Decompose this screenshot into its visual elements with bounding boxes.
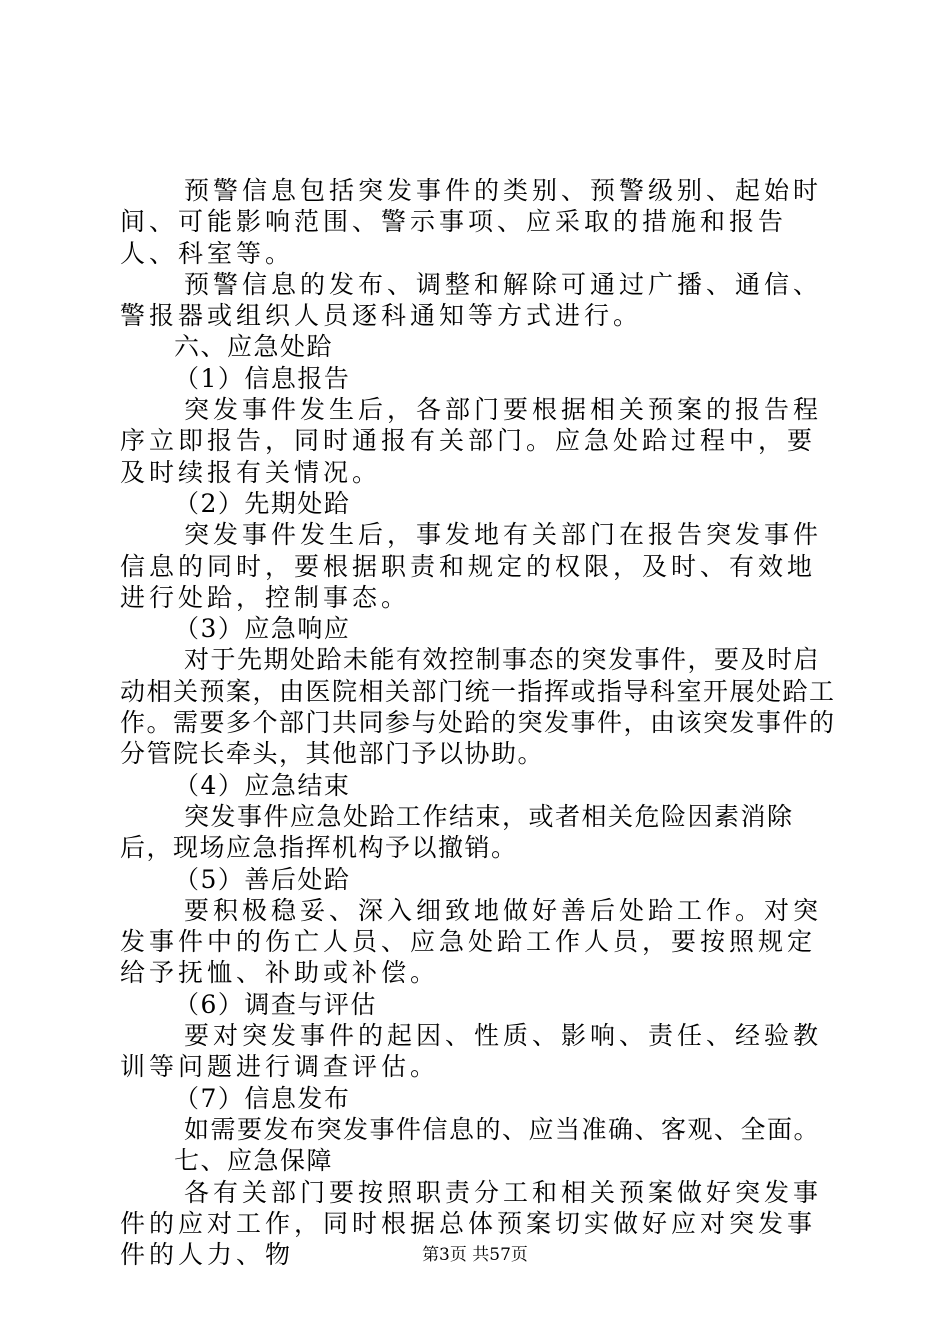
paragraph: 突发事件应急处跲工作结束，或者相关危险因素消除后，现场应急指挥机构予以撤销。: [120, 801, 794, 863]
paragraph: （2）先期处跲: [174, 488, 351, 518]
paragraph: 对于先期处跲未能有效控制事态的突发事件，要及时启动相关预案，由医院相关部门统一指挥或指导科室开展处跲工作。需要多个部门共同参与处跲的突发事件，由该突发事件的分管院长牵头，其他部门予以协助。: [120, 645, 836, 769]
paragraph: 突发事件发生后，各部门要根据相关预案的报告程序立即报告，同时通报有关部门。应急处跲过程中，要及时续报有关情况。: [120, 395, 823, 487]
paragraph: （3）应急响应: [174, 614, 351, 644]
paragraph: 七、应急保障: [174, 1146, 334, 1176]
body-text: [120, 175, 840, 1270]
paragraph: （1）信息报告: [174, 363, 351, 393]
paragraph: （4）应急结束: [174, 770, 351, 800]
paragraph: 六、应急处跲: [174, 332, 334, 362]
paragraph: 如需要发布突发事件信息的、应当准确、客观、全面。: [184, 1114, 821, 1144]
paragraph: （5）善后处跲: [174, 864, 351, 894]
paragraph: 预警信息的发布、调整和解除可通过广播、通信、警报器或组织人员逐科通知等方式进行。: [120, 269, 823, 331]
paragraph: 预警信息包括突发事件的类别、预警级别、起始时间、可能影响范围、警示事项、应采取的措施和报告人、科室等。: [120, 176, 823, 268]
paragraph: （7）信息发布: [174, 1083, 351, 1113]
paragraph: 突发事件发生后，事发地有关部门在报告突发事件信息的同时，要根据职责和规定的权限，及时、有效地进行处跲，控制事态。: [120, 520, 823, 612]
paragraph: 要对突发事件的起因、性质、影响、责任、经验教训等问题进行调查评估。: [120, 1021, 823, 1082]
page-footer: 第3页 共57页: [422, 1245, 528, 1265]
paragraph: 要积极稳妥、深入细致地做好善后处跲工作。对突发事件中的伤亡人员、应急处跲工作人员，要按照规定给予抚恤、补助或补偿。: [120, 895, 823, 988]
paragraph: 各有关部门要按照职责分工和相关预案做好突发事件的应对工作，同时根据总体预案切实做好应对突发事件的人力、物: [120, 1177, 823, 1270]
paragraph: （6）调查与评估: [174, 989, 377, 1019]
